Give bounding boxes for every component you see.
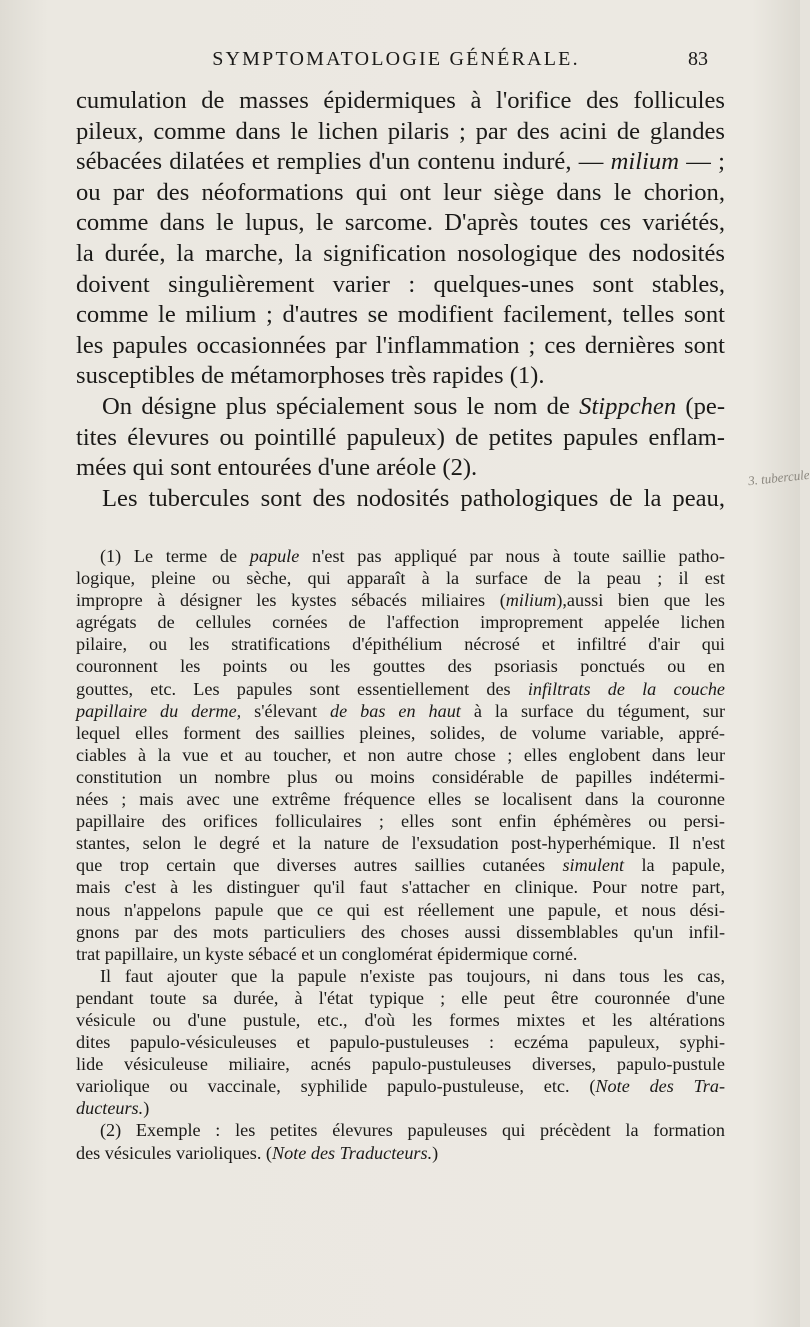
paragraph-1: cumulation de masses épidermiques à l'orifice des follicules pileux, comme dans le lichen pilaris ; par des acini de glandes sébacées dilatées et remplies d'un contenu induré, — milium — ; ou par des néoformations qui ont leur siège dans le chorion, comme dans le lupus, le sarcome. D'après toutes ces variétés, la durée, la marche, la signification nosologique des nodosités doivent singulièrement varier : quelques-unes sont stables, comme le milium ; d'autres se modifient facilement, telles sont les papules occasionnées par l'inflammation ; ces dernières sont susceptibles de métamorphoses très rapides (1).	[76, 87, 725, 390]
footnote-1-continued: Il faut ajouter que la papule n'existe pas toujours, ni dans tous les cas, pendant toute sa durée, à l'état typique ; elle peut être couronnée d'une vésicule ou d'une pustule, etc., d'où les formes mixtes et les altérations dites papulo-vésiculeuses et papulo-pustuleuses : eczéma papuleux, syphi- lide vésiculeuse miliaire, acnés papulo-pustuleuses diverses, papulo-pustule variolique ou vaccinale, syphilide papulo-pustuleuse, etc. (Note des Tra- ducteurs.)	[76, 965, 725, 1119]
footnote-1: (1) Le terme de papule n'est pas appliqué par nous à toute saillie patho- logique, pleine ou sèche, qui apparaît à la surface de la peau ; il est impropre à désigner les kystes sébacés miliaires (milium),aussi bien que les agrégats de cellules cornées de l'affection improprement appelée lichen pilaire, ou les stratifications d'épithélium nécrosé et infiltré d'air qui couronnent les points ou les gouttes des psoriasis ponctués ou en gouttes, etc. Les papules sont essentiellement des infiltrats de la couche papillaire du derme, s'élevant de bas en haut à la surface du tégument, sur lequel elles forment des saillies pleines, solides, de volume variable, appré- ciables à la vue et au toucher, et non autre chose ; elles englobent dans leur constitution un nombre plus ou moins considérable de papilles indétermi- nées ; mais avec une extrême fréquence elles se localisent dans la couronne papillaire des orifices folliculaires ; elles sont enfin éphémères ou persi- stantes, selon le degré et la nature de l'exsudation post-hyperhémique. Il n'est que trop certain que diverses autres saillies cutanées simulent la papule, mais c'est à les distinguer qu'il faut s'attacher en clinique. Pour notre part, nous n'appelons papule que ce qui est réellement une papule, et nous dési- gnons par des mots particuliers des choses aussi dissemblables qu'un infil- trat papillaire, un kyste sébacé et un conglomérat épidermique corné.	[76, 546, 726, 964]
handwritten-margin-note: 3. tubercule	[747, 466, 810, 489]
main-text	[76, 86, 725, 514]
footnotes	[76, 545, 725, 1164]
footnote-2: (2) Exemple : les petites élevures papuleuses qui précèdent la formation des vésicules varioliques. (Note des Traducteurs.)	[76, 1120, 725, 1163]
running-head	[76, 44, 716, 74]
paragraph-3: Les tubercules sont des nodosités pathologiques de la peau,	[102, 484, 725, 512]
paragraph-2: On désigne plus spécialement sous le nom de Stippchen (pe- tites élevures ou pointillé papuleux) de petites papules enflam- mées qui sont entourées d'une aréole (2).	[76, 392, 726, 482]
page-number: 83	[688, 48, 708, 70]
running-title: SYMPTOMATOLOGIE GÉNÉRALE.	[212, 48, 580, 70]
